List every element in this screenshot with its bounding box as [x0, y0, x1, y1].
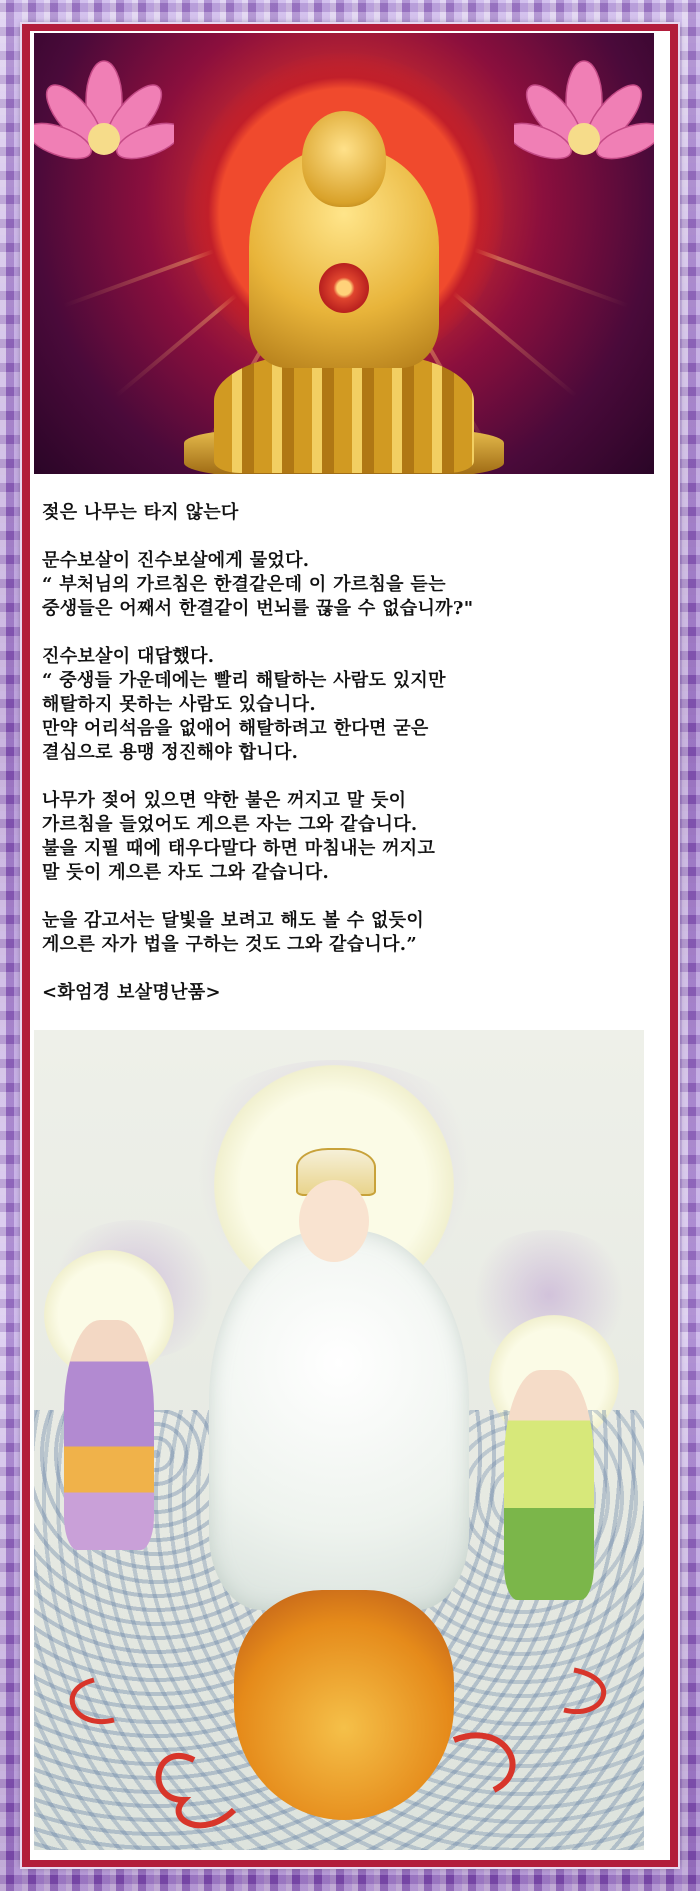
- lotus-pedestal: [214, 353, 474, 473]
- buddha-head: [302, 111, 386, 207]
- white-robe: [209, 1230, 469, 1610]
- dharma-wheel: [319, 263, 369, 313]
- lotus-flower-left: [34, 51, 174, 191]
- buddha-image: [34, 33, 654, 474]
- article-text: [42, 501, 652, 1005]
- guanyin-face: [299, 1180, 369, 1262]
- red-flames: [34, 1650, 644, 1850]
- left-attendant: [64, 1320, 154, 1550]
- lotus-flower-right: [514, 51, 654, 191]
- guanyin-painting: [34, 1030, 644, 1850]
- paragraph: 문수보살이 진수보살에게 물었다. “ 부처님의 가르침은 한결같은데 이 가르침을 듣는 중생들은 어째서 한결같이 번뇌를 끊을 수 없습니까?": [42, 550, 474, 619]
- content-panel: [30, 31, 670, 1860]
- article-title: 젖은 나무는 타지 않는다: [42, 502, 239, 523]
- paragraph: 진수보살이 대답했다. “ 중생들 가운데에는 빨리 해탈하는 사람도 있지만 해탈하지 못하는 사람도 있습니다. 만약 어리석음을 없애어 해탈하려고 한다면 굳은 결심으로 용맹 정진해야 합니다.: [42, 646, 446, 763]
- paragraph: 나무가 젖어 있으면 약한 불은 꺼지고 말 듯이 가르침을 들었어도 게으른 자는 그와 같습니다. 불을 지필 때에 태우다말다 하면 마침내는 꺼지고 말 듯이 게으른 자도 그와 같습니다.: [42, 790, 436, 883]
- right-attendant: [504, 1370, 594, 1600]
- source-citation: <화엄경 보살명난품>: [42, 982, 221, 1003]
- paragraph: 눈을 감고서는 달빛을 보려고 해도 볼 수 없듯이 게으른 자가 법을 구하는 것도 그와 같습니다.”: [42, 910, 425, 955]
